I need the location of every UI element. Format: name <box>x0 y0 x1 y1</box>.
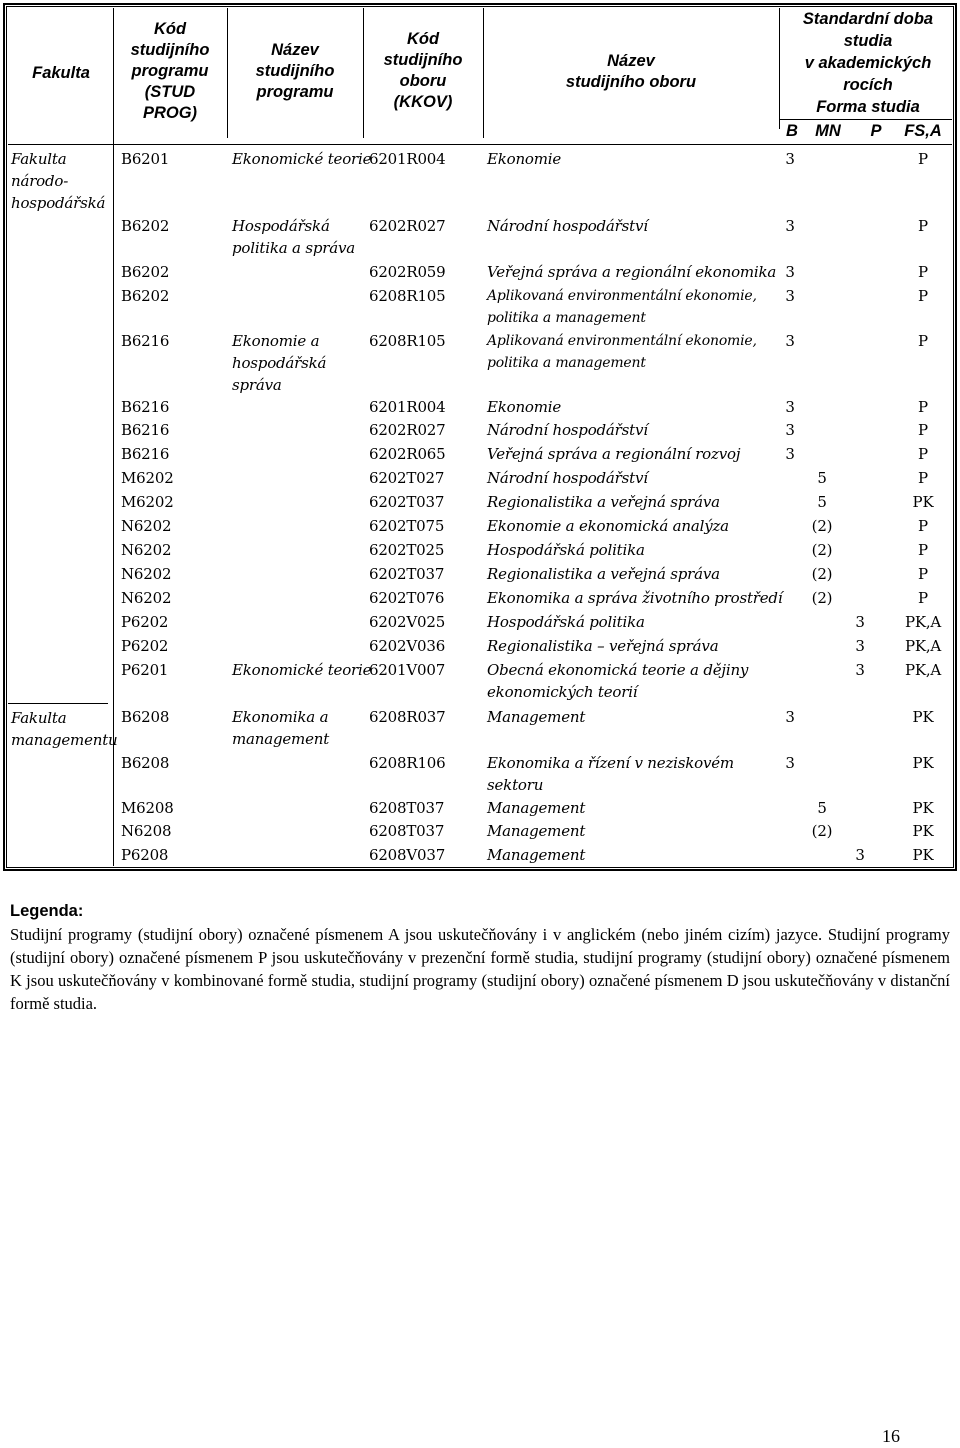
legend-text: Studijní programy (studijní obory) označené písmenem A jsou uskutečňovány i v anglickém (nebo jiném cizím) jazyce. Studijní programy (studijní obory) označené písmenem P jsou uskutečňovány v prezenční formě studia, studijní programy (studijní obory) označené písmenem K jsou uskutečňovány v kombinované formě studia, studijní programy (studijní obory) označené písmenem D jsou uskutečňovány v distanční formě studia. <box>10 925 950 1013</box>
program-code: B6216 <box>121 398 170 416</box>
field-code: 6202T075 <box>369 517 445 535</box>
study-form: PK <box>912 799 934 817</box>
field-code: 6208R105 <box>369 287 446 305</box>
header-col-mn: MN <box>815 122 841 140</box>
field-name: Management <box>487 822 586 840</box>
program-code: N6202 <box>121 541 172 559</box>
program-name: Ekonomické teorie <box>232 661 372 679</box>
duration-p: 3 <box>855 637 865 655</box>
duration-b: 3 <box>785 150 795 168</box>
field-code: 6201R004 <box>369 150 446 168</box>
field-name: Ekonomie a ekonomická analýza <box>487 517 729 535</box>
study-form: P <box>918 589 928 607</box>
study-form: P <box>918 150 928 168</box>
field-code: 6202T027 <box>369 469 445 487</box>
field-code: 6202T076 <box>369 589 445 607</box>
field-name: ekonomických teorií <box>487 683 638 701</box>
program-code: P6202 <box>121 637 169 655</box>
study-form: P <box>918 217 928 235</box>
duration-p: 3 <box>855 661 865 679</box>
program-code: N6208 <box>121 822 172 840</box>
field-name: Hospodářská politika <box>487 541 645 559</box>
duration-mn: (2) <box>811 517 833 535</box>
field-name: Regionalistika a veřejná správa <box>487 565 720 583</box>
header-line: Název <box>271 41 319 59</box>
col-divider <box>483 8 484 138</box>
program-code: B6202 <box>121 217 170 235</box>
program-code: N6202 <box>121 589 172 607</box>
header-line: studijního <box>255 62 335 80</box>
program-code: B6216 <box>121 421 170 439</box>
field-name: Aplikovaná environmentální ekonomie, <box>487 288 757 304</box>
study-form: P <box>918 332 928 350</box>
header-line: studijního <box>130 41 210 59</box>
field-name: Ekonomika a správa životního prostředí <box>487 589 783 607</box>
duration-mn: (2) <box>811 565 833 583</box>
program-code: N6202 <box>121 517 172 535</box>
header-line: Standardní doba <box>802 10 934 28</box>
field-code: 6202T037 <box>369 493 445 511</box>
program-code: P6208 <box>121 846 169 864</box>
field-name: Národní hospodářství <box>487 217 648 235</box>
program-name: politika a správa <box>232 239 355 257</box>
program-name: Ekonomie a <box>232 332 320 350</box>
field-name: Management <box>487 799 586 817</box>
duration-b: 3 <box>785 398 795 416</box>
field-name: Ekonomie <box>487 150 562 168</box>
program-name: Ekonomika a <box>232 708 329 726</box>
field-name: politika a management <box>487 310 646 326</box>
program-code: M6208 <box>121 799 174 817</box>
field-name: Ekonomie <box>487 398 562 416</box>
program-code: M6202 <box>121 493 174 511</box>
program-name: management <box>232 730 330 748</box>
header-line: programu <box>256 83 334 101</box>
col-divider <box>779 8 780 129</box>
study-form: P <box>918 263 928 281</box>
field-name: Management <box>487 846 586 864</box>
header-bottom-divider <box>8 144 952 145</box>
study-form: PK <box>912 846 934 864</box>
study-form: P <box>918 565 928 583</box>
field-code: 6202T025 <box>369 541 445 559</box>
duration-b: 3 <box>785 708 795 726</box>
header-line: studijního oboru <box>565 73 697 91</box>
program-name: správa <box>232 376 282 394</box>
study-form: PK <box>912 708 934 726</box>
header-line: v akademických <box>804 54 932 72</box>
header-line: PROG) <box>142 104 198 122</box>
header-line: (STUD <box>144 83 196 101</box>
header-line: programu <box>131 62 209 80</box>
header-line: Název <box>607 52 655 70</box>
program-code: B6208 <box>121 708 170 726</box>
field-name: politika a management <box>487 355 646 371</box>
header-nazev-oboru <box>485 51 777 93</box>
study-form: PK <box>912 822 934 840</box>
field-code: 6208R106 <box>369 754 446 772</box>
header-standardni-doba <box>781 8 955 118</box>
field-name: Hospodářská politika <box>487 613 645 631</box>
faculty-divider <box>8 703 108 704</box>
study-form: PK <box>912 493 934 511</box>
duration-p: 3 <box>855 846 865 864</box>
col-divider <box>227 8 228 138</box>
duration-mn: 5 <box>817 469 827 487</box>
field-code: 6208T037 <box>369 799 445 817</box>
program-code: B6216 <box>121 445 170 463</box>
faculty-label-line: Fakulta <box>11 709 67 727</box>
header-line: rocích <box>843 76 893 94</box>
program-code: B6208 <box>121 754 170 772</box>
field-name: Regionalistika a veřejná správa <box>487 493 720 511</box>
program-name: Ekonomické teorie <box>232 150 372 168</box>
header-fakulta: Fakulta <box>32 64 90 82</box>
faculty-narodohospodarska <box>11 148 105 214</box>
study-form: P <box>918 517 928 535</box>
field-name: Aplikovaná environmentální ekonomie, <box>487 333 757 349</box>
study-form: PK,A <box>904 613 942 631</box>
study-form: P <box>918 445 928 463</box>
duration-mn: (2) <box>811 822 833 840</box>
duration-b: 3 <box>785 445 795 463</box>
header-line: Forma studia <box>816 98 920 116</box>
field-name: Veřejná správa a regionální ekonomika <box>487 263 777 281</box>
field-code: 6208V037 <box>369 846 446 864</box>
field-code: 6201V007 <box>369 661 446 679</box>
field-name: Ekonomika a řízení v neziskovém <box>487 754 734 772</box>
header-col-p: P <box>870 122 882 140</box>
field-code: 6208T037 <box>369 822 445 840</box>
study-form: PK,A <box>904 661 942 679</box>
faculty-label-line: hospodářská <box>11 194 106 212</box>
header-nazev-programu <box>229 40 361 103</box>
field-name: Management <box>487 708 586 726</box>
header-col-b: B <box>786 122 798 140</box>
duration-b: 3 <box>785 332 795 350</box>
field-code: 6202T037 <box>369 565 445 583</box>
study-form: P <box>918 287 928 305</box>
field-code: 6208R105 <box>369 332 446 350</box>
faculty-label-line: Fakulta <box>11 150 67 168</box>
field-code: 6202V036 <box>369 637 446 655</box>
duration-b: 3 <box>785 287 795 305</box>
field-name: Veřejná správa a regionální rozvoj <box>487 445 741 463</box>
study-form: P <box>918 421 928 439</box>
field-code: 6202R059 <box>369 263 446 281</box>
header-col-fsa: FS,A <box>904 122 942 140</box>
study-form: PK,A <box>904 637 942 655</box>
faculty-label-line: národo- <box>11 172 69 190</box>
field-code: 6202R065 <box>369 445 446 463</box>
header-line: Kód <box>406 30 440 48</box>
program-name: hospodářská <box>232 354 327 372</box>
study-programs-table <box>3 3 957 871</box>
duration-mn: 5 <box>817 493 827 511</box>
faculty-label-line: managementu <box>11 731 118 749</box>
duration-b: 3 <box>785 217 795 235</box>
faculty-managementu <box>11 707 118 751</box>
header-line: Kód <box>153 20 187 38</box>
field-name: Národní hospodářství <box>487 469 648 487</box>
duration-b: 3 <box>785 263 795 281</box>
duration-mn: (2) <box>811 589 833 607</box>
program-name: Hospodářská <box>232 217 330 235</box>
header-line: studijního <box>383 51 463 69</box>
field-code: 6202R027 <box>369 217 446 235</box>
field-name: sektoru <box>487 776 544 794</box>
program-code: B6216 <box>121 332 170 350</box>
field-code: 6202R027 <box>369 421 446 439</box>
page-number: 16 <box>882 1426 900 1446</box>
duration-b: 3 <box>785 754 795 772</box>
duration-mn: 5 <box>817 799 827 817</box>
header-line: (KKOV) <box>393 93 453 111</box>
header-kod-programu <box>115 19 225 124</box>
field-name: Národní hospodářství <box>487 421 648 439</box>
program-code: B6202 <box>121 287 170 305</box>
field-code: 6201R004 <box>369 398 446 416</box>
field-name: Obecná ekonomická teorie a dějiny <box>487 661 749 679</box>
program-code: B6202 <box>121 263 170 281</box>
header-line: oboru <box>399 72 447 90</box>
duration-b: 3 <box>785 421 795 439</box>
program-code: P6201 <box>121 661 169 679</box>
program-code: M6202 <box>121 469 174 487</box>
field-code: 6208R037 <box>369 708 446 726</box>
row-divider <box>779 119 952 120</box>
field-code: 6202V025 <box>369 613 446 631</box>
duration-mn: (2) <box>811 541 833 559</box>
study-form: P <box>918 398 928 416</box>
col-divider <box>363 8 364 138</box>
study-form: P <box>918 541 928 559</box>
program-code: P6202 <box>121 613 169 631</box>
legend-title: Legenda: <box>10 902 84 920</box>
field-name: Regionalistika – veřejná správa <box>487 637 719 655</box>
legend <box>10 900 950 1015</box>
program-code: N6202 <box>121 565 172 583</box>
header-line: studia <box>843 32 893 50</box>
study-form: P <box>918 469 928 487</box>
duration-p: 3 <box>855 613 865 631</box>
program-code: B6201 <box>121 150 170 168</box>
header-kod-oboru <box>365 29 481 113</box>
study-form: PK <box>912 754 934 772</box>
